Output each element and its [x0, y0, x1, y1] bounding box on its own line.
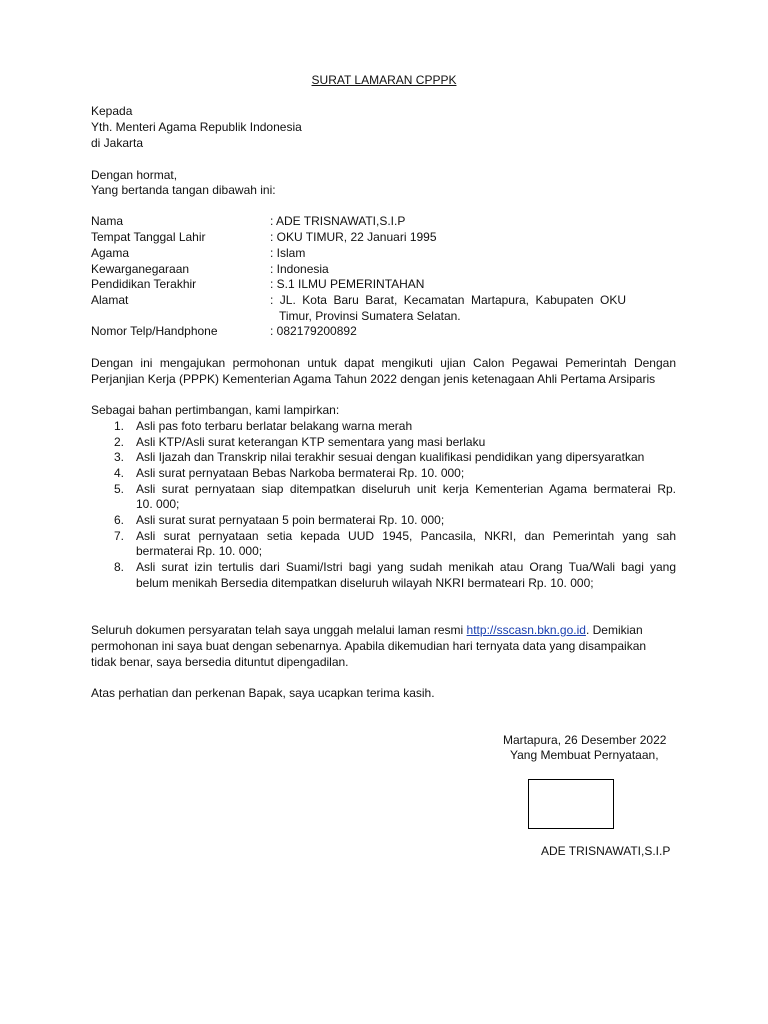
field-value-continuation: Timur, Provinsi Sumatera Selatan.: [279, 309, 461, 323]
list-item-continuation: 10. 000;: [136, 497, 180, 511]
closing-paragraph-line: tidak benar, saya bersedia dituntut dipengadilan.: [91, 655, 349, 669]
list-item: Asli surat pernyataan setia kepada UUD 1945, Pancasila, NKRI, dan Pemerintah yang sah: [136, 529, 676, 543]
list-item-number: 6.: [114, 513, 125, 527]
field-value: : Islam: [270, 246, 306, 260]
list-item-number: 4.: [114, 466, 125, 480]
field-value: : OKU TIMUR, 22 Januari 1995: [270, 230, 437, 244]
field-value: : 082179200892: [270, 324, 357, 338]
greeting-line: Dengan hormat,: [91, 168, 178, 182]
list-item: Asli surat pernyataan Bebas Narkoba bermaterai Rp. 10. 000;: [136, 466, 465, 480]
list-item: Asli surat izin tertulis dari Suami/Istri bagi yang sudah menikah atau Orang Tua/Wali bagi yang: [136, 560, 676, 574]
list-item: Asli surat surat pernyataan 5 poin bermaterai Rp. 10. 000;: [136, 513, 445, 527]
intro-paragraph-line: Perjanjian Kerja (PPPK) Kementerian Agama Tahun 2022 dengan jenis ketenagaan Ahli Pertama Arsiparis: [91, 372, 656, 386]
intro-paragraph-line: Dengan ini mengajukan permohonan untuk dapat mengikuti ujian Calon Pegawai Pemerintah Dengan: [91, 356, 676, 370]
field-value: : ADE TRISNAWATI,S.I.P: [270, 214, 406, 228]
field-label: Agama: [91, 246, 130, 260]
list-item: Asli KTP/Asli surat keterangan KTP sementara yang masi berlaku: [136, 435, 486, 449]
closing-paragraph-line: [91, 622, 643, 638]
recipient-line: Kepada: [91, 104, 133, 118]
signature-role: Yang Membuat Pernyataan,: [510, 748, 659, 762]
list-item: Asli surat pernyataan siap ditempatkan diseluruh unit kerja Kementerian Agama bermaterai Rp.: [136, 482, 676, 496]
field-value: : JL. Kota Baru Barat, Kecamatan Martapura, Kabupaten OKU: [270, 293, 626, 307]
field-label: Nomor Telp/Handphone: [91, 324, 218, 338]
list-item-number: 7.: [114, 529, 125, 543]
list-item: Asli pas foto terbaru berlatar belakang warna merah: [136, 419, 413, 433]
list-item: Asli Ijazah dan Transkrip nilai terakhir sesuai dengan kualifikasi pendidikan yang dipersyaratkan: [136, 450, 645, 464]
signature-place-date: Martapura, 26 Desember 2022: [503, 733, 667, 747]
field-label: Kewarganegaraan: [91, 262, 190, 276]
field-value: : S.1 ILMU PEMERINTAHAN: [270, 277, 425, 291]
recipient-line: di Jakarta: [91, 136, 144, 150]
attachments-heading: Sebagai bahan pertimbangan, kami lampirkan:: [91, 403, 340, 417]
thanks-line: Atas perhatian dan perkenan Bapak, saya ucapkan terima kasih.: [91, 686, 435, 700]
field-label: Nama: [91, 214, 124, 228]
list-item-number: 1.: [114, 419, 125, 433]
closing-text: . Demikian: [585, 623, 643, 637]
sscasn-link[interactable]: http://sscasn.bkn.go.id: [466, 623, 586, 637]
closing-text: Seluruh dokumen persyaratan telah saya unggah melalui laman resmi: [91, 623, 467, 637]
field-label: Pendidikan Terakhir: [91, 277, 197, 291]
list-item-number: 8.: [114, 560, 125, 574]
letter-title: SURAT LAMARAN CPPPK: [311, 73, 457, 87]
greeting-line: Yang bertanda tangan dibawah ini:: [91, 183, 276, 197]
signature-name: ADE TRISNAWATI,S.I.P: [541, 844, 671, 858]
list-item-number: 3.: [114, 450, 125, 464]
field-label: Tempat Tanggal Lahir: [91, 230, 206, 244]
recipient-line: Yth. Menteri Agama Republik Indonesia: [91, 120, 302, 134]
list-item-number: 2.: [114, 435, 125, 449]
field-value: : Indonesia: [270, 262, 329, 276]
field-label: Alamat: [91, 293, 129, 307]
list-item-continuation: belum menikah Bersedia ditempatkan diseluruh wilayah NKRI bermateari Rp. 10. 000;: [136, 576, 594, 590]
list-item-number: 5.: [114, 482, 125, 496]
list-item-continuation: bermaterai Rp. 10. 000;: [136, 544, 263, 558]
closing-paragraph-line: permohonan ini saya buat dengan sebenarnya. Apabila dikemudian hari ternyata data yang disampaikan: [91, 639, 647, 653]
signature-box: [528, 779, 614, 829]
